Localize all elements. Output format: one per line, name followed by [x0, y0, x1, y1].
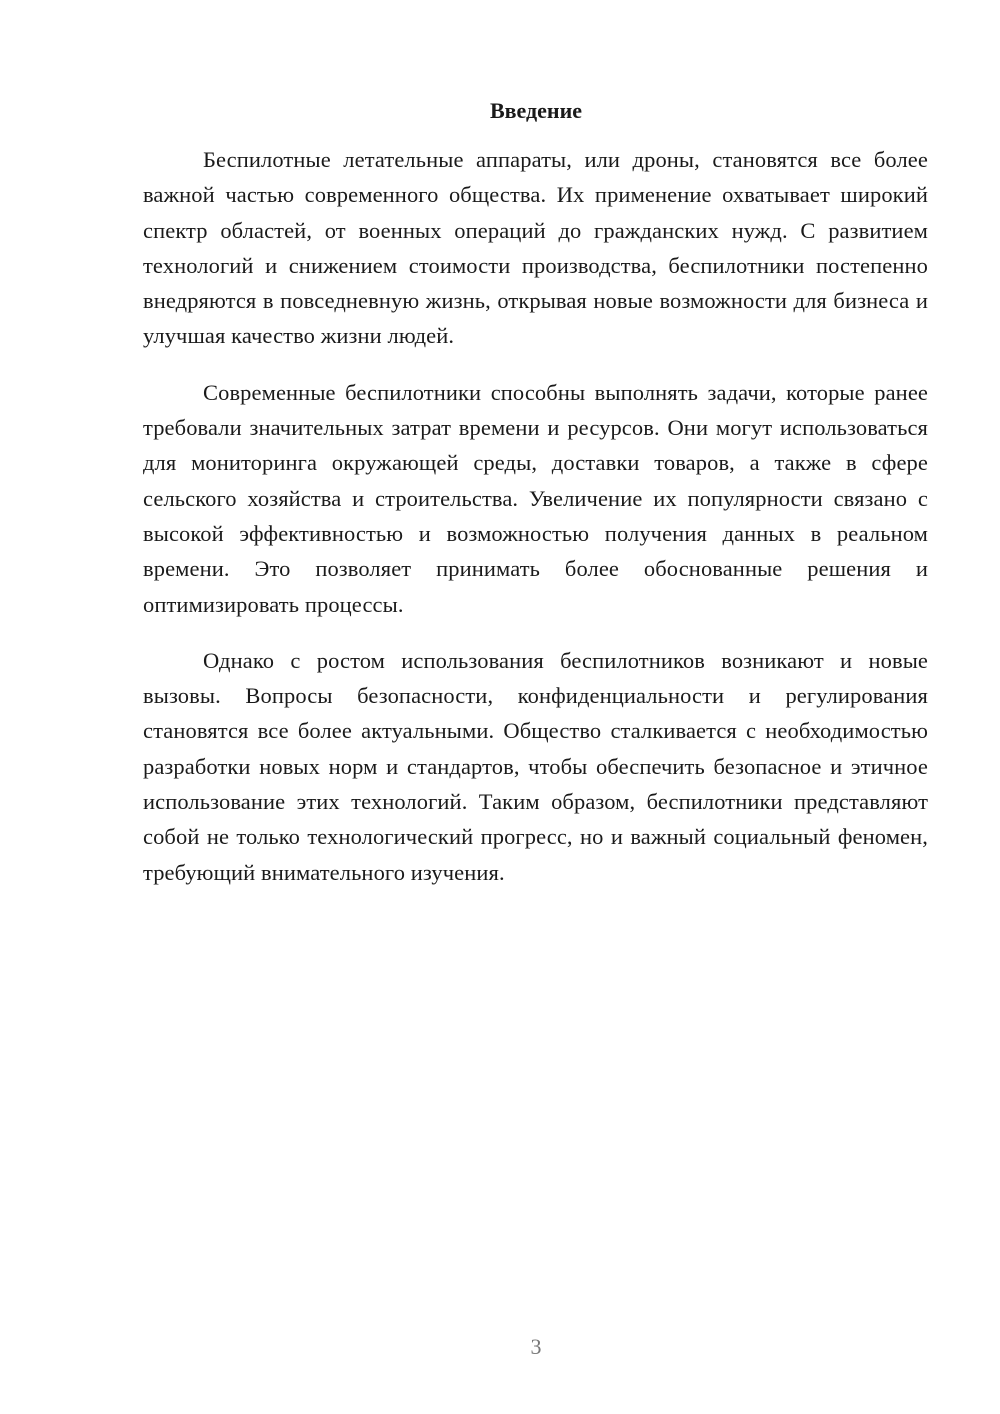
paragraph-2: Современные беспилотники способны выполнять задачи, которые ранее требовали значительных затрат времени и ресурсов. Они могут использоваться для мониторинга окружающей среды, доставки товаров, а также в сфере сельского хозяйства и строительства. Увеличение их популярности связано с высокой эффективностью и возможностью получения данных в реальном времени. Это позволяет принимать более обоснованные решения и оптимизировать процессы.: [143, 379, 928, 617]
page-number: 3: [530, 1334, 542, 1359]
section-title: Введение: [489, 98, 583, 123]
body-text: [143, 142, 928, 911]
paragraph-3: Однако с ростом использования беспилотников возникают и новые вызовы. Вопросы безопасности, конфиденциальности и регулирования становятся все более актуальными. Общество сталкивается с необходимостью разработки новых норм и стандартов, чтобы обеспечить безопасное и этичное использование этих технологий. Таким образом, беспилотники представляют собой не только технологический прогресс, но и важный социальный феномен, требующий внимательного изучения.: [143, 647, 928, 885]
paragraph-1: Беспилотные летательные аппараты, или дроны, становятся все более важной частью современного общества. Их применение охватывает широкий спектр областей, от военных операций до гражданских нужд. С развитием технологий и снижением стоимости производства, беспилотники постепенно внедряются в повседневную жизнь, открывая новые возможности для бизнеса и улучшая качество жизни людей.: [143, 147, 928, 349]
